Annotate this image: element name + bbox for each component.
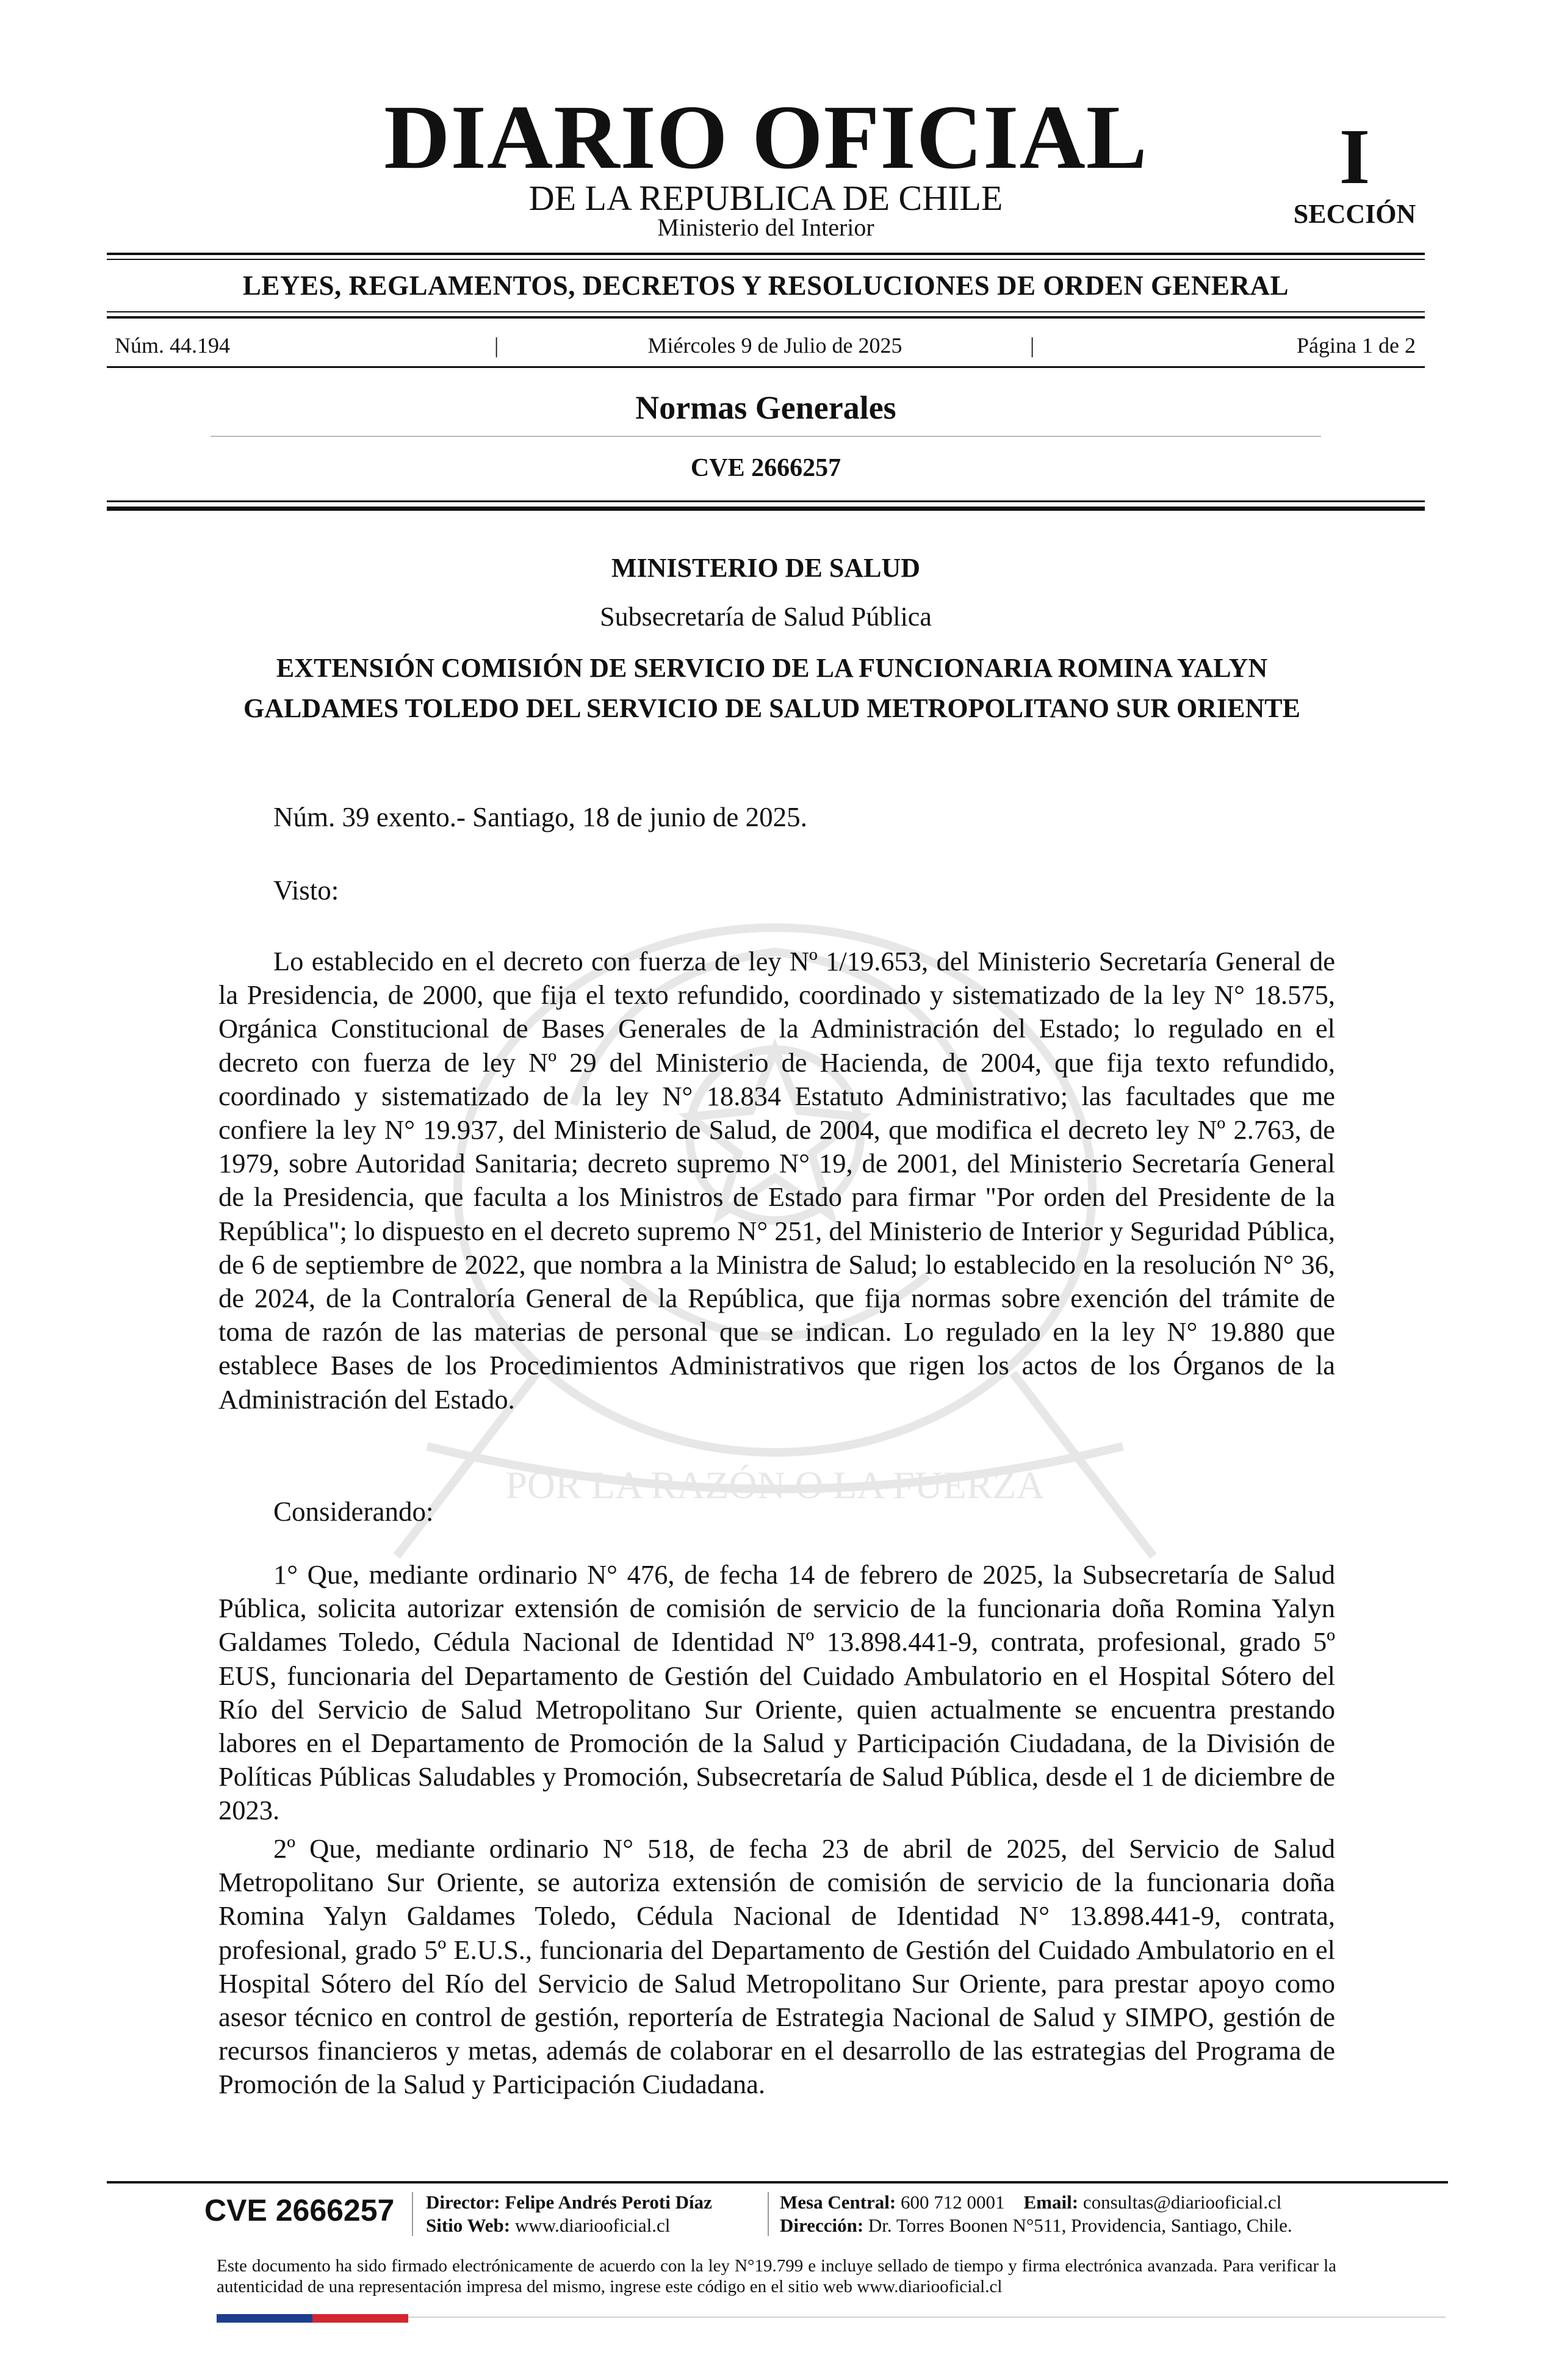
footer-cve: CVE 2666257 (204, 2193, 395, 2227)
website-label: Sitio Web: (426, 2215, 511, 2236)
footer-divider (412, 2192, 413, 2236)
separator: | (494, 333, 499, 358)
normas-rule (211, 436, 1321, 437)
mesa-label: Mesa Central: (780, 2191, 896, 2213)
footer-address (780, 2214, 1292, 2237)
address-value: Dr. Torres Boonen N°511, Providencia, Santiago, Chile. (868, 2215, 1292, 2236)
flag-stripe-blue (217, 2314, 312, 2323)
director-label: Director: (426, 2191, 500, 2213)
visto-heading: Visto: (273, 875, 339, 906)
footer-contact (780, 2191, 1281, 2214)
page-indicator: Página 1 de 2 (1297, 333, 1416, 358)
email-label: Email: (1023, 2191, 1079, 2213)
director-value: Felipe Andrés Peroti Díaz (505, 2191, 712, 2213)
issue-date: Miércoles 9 de Julio de 2025 (647, 333, 902, 358)
flag-stripe-red (312, 2314, 408, 2323)
section-label: SECCIÓN (1293, 199, 1416, 229)
newspaper-ministry: Ministerio del Interior (657, 214, 874, 241)
watermark-motto: POR LA RAZÓN O LA FUERZA (505, 1463, 1045, 1507)
footer-legal-note: Este documento ha sido firmado electrónicamente de acuerdo con la ley N°19.799 e incluye sellado de tiempo y firma electrónica avanzada. Para verificar la autenticidad de una representación impresa del mismo, ingrese este código en el sitio web www.diariooficial.cl (217, 2256, 1336, 2296)
header-rule-1 (107, 311, 1425, 312)
subsecretaria-heading: Subsecretaría de Salud Pública (600, 602, 932, 632)
footer-rule (107, 2181, 1448, 2183)
newspaper-subtitle: DE LA REPUBLICA DE CHILE (528, 178, 1003, 218)
issue-number: Núm. 44.194 (115, 333, 230, 358)
considerando-paragraph-2: 2º Que, mediante ordinario N° 518, de fecha 23 de abril de 2025, del Servicio de Salud Metropolitano Sur Oriente, se autoriza extensión de comisión de servicio de la funcionaria doña Romina Yalyn Galdames Toledo, Cédula Nacional de Identidad N° 13.898.441-9, contrata, profesional, grado 5º E.U.S., funcionaria del Departamento de Gestión del Cuidado Ambulatorio en el Hospital Sótero del Río del Servicio de Salud Metropolitano Sur Oriente, para prestar apoyo como asesor técnico en control de gestión, reportería de Estrategia Nacional de Salud y SIMPO, gestión de recursos financieros y metas, además de colaborar en el desarrollo de las estrategias del Programa de Promoción de la Salud y Participación Ciudadana. (218, 1833, 1335, 2100)
document-title: EXTENSIÓN COMISIÓN DE SERVICIO DE LA FUNCIONARIA ROMINA YALYN GALDAMES TOLEDO DEL SERVICIO DE SALUD METROPOLITANO SUR ORIENTE (243, 653, 1300, 723)
considerando-heading: Considerando: (273, 1496, 434, 1527)
flag-stripe-line (408, 2317, 1446, 2318)
section-heading: Normas Generales (635, 389, 896, 426)
email-link[interactable]: consultas@diariooficial.cl (1082, 2191, 1282, 2213)
cve-rule-2 (107, 507, 1425, 511)
ministry-heading: MINISTERIO DE SALUD (611, 553, 921, 583)
cve-rule-1 (107, 500, 1425, 502)
laws-heading: LEYES, REGLAMENTOS, DECRETOS Y RESOLUCIONES DE ORDEN GENERAL (242, 270, 1289, 301)
newspaper-title: DIARIO OFICIAL (384, 87, 1148, 188)
footer-director (426, 2191, 712, 2214)
address-label: Dirección: (780, 2215, 864, 2236)
masthead-rule-2 (107, 259, 1425, 260)
separator: | (1030, 333, 1035, 358)
mesa-value: 600 712 0001 (901, 2191, 1005, 2213)
cve-code: CVE 2666257 (690, 454, 841, 482)
website-link[interactable]: www.diariooficial.cl (514, 2215, 671, 2236)
info-rule (107, 366, 1425, 368)
footer-divider (768, 2192, 769, 2236)
considerando-paragraph-1: 1° Que, mediante ordinario N° 476, de fecha 14 de febrero de 2025, la Subsecretaría de Salud Pública, solicita autorizar extensión de comisión de servicio de la funcionaria doña Romina Yalyn Galdames Toledo, Cédula Nacional de Identidad Nº 13.898.441-9, contrata, profesional, grado 5º EUS, funcionaria del Departamento de Gestión del Cuidado Ambulatorio en el Hospital Sótero del Río del Servicio de Salud Metropolitano Sur Oriente, quien actualmente se encuentra prestando labores en el Departamento de Promoción de la Salud y Participación Ciudadana, de la División de Políticas Públicas Saludables y Promoción, Subsecretaría de Salud Pública, desde el 1 de diciembre de 2023. (218, 1559, 1335, 1826)
masthead-rule-1 (107, 253, 1425, 255)
footer-website (426, 2214, 670, 2237)
header-rule-2 (107, 316, 1425, 319)
decree-number-line: Núm. 39 exento.- Santiago, 18 de junio de 2025. (273, 802, 807, 832)
visto-paragraph: Lo establecido en el decreto con fuerza de ley Nº 1/19.653, del Ministerio Secretaría General de la Presidencia, de 2000, que fija el texto refundido, coordinado y sistematizado de la ley N° 18.575, Orgánica Constitucional de Bases Generales de la Administración del Estado; lo regulado en el decreto con fuerza de ley Nº 29 del Ministerio de Hacienda, de 2004, que fija texto refundido, coordinado y sistematizado de la ley N° 18.834 Estatuto Administrativo; las facultades que me confiere la ley N° 19.937, del Ministerio de Salud, de 2004, que modifica el decreto ley Nº 2.763, de 1979, sobre Autoridad Sanitaria; decreto supremo N° 19, de 2001, del Ministerio Secretaría General de la Presidencia, que faculta a los Ministros de Estado para firmar "Por orden del Presidente de la República"; lo dispuesto en el decreto supremo N° 251, del Ministerio de Interior y Seguridad Pública, de 6 de septiembre de 2022, que nombra a la Ministra de Salud; lo establecido en la resolución N° 36, de 2024, de la Contraloría General de la República, que fija normas sobre exención del trámite de toma de razón de las materias de personal que se indican. Lo regulado en la ley N° 19.880 que establece Bases de los Procedimientos Administrativos que rigen los actos de los Órganos de la Administración del Estado. (218, 946, 1335, 1415)
section-number: I (1339, 113, 1371, 201)
